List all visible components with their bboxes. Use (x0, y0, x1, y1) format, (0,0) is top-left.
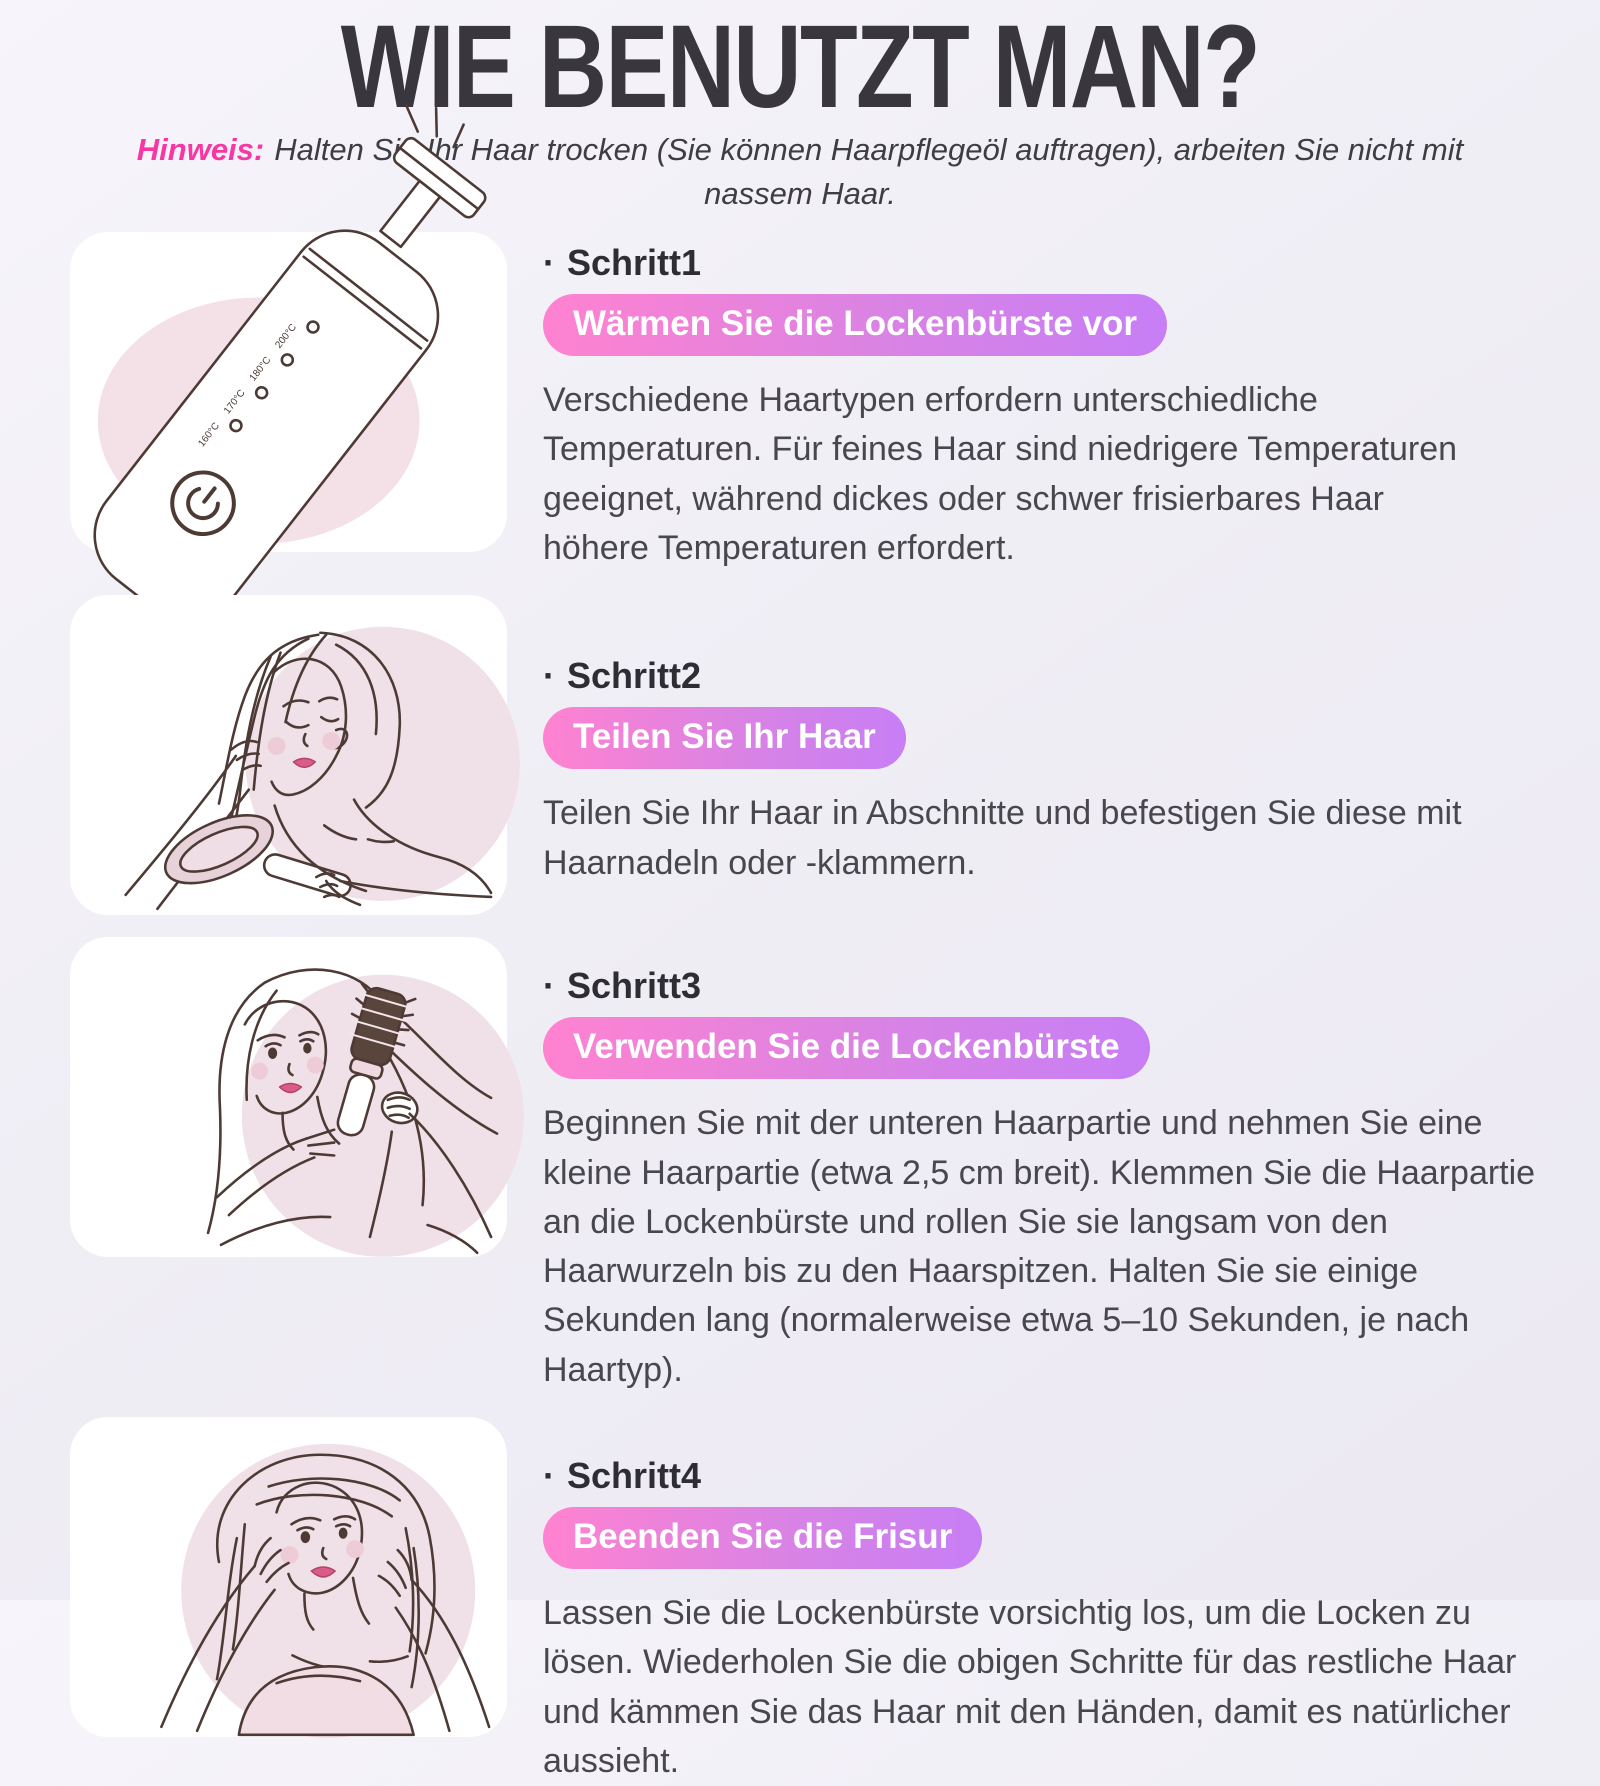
step-row-2 (0, 595, 1600, 915)
temp-label-170: 170°C (221, 387, 248, 417)
curling-brush-device-illustration (70, 232, 507, 550)
hint-label: Hinweis: (136, 132, 265, 167)
step-row-3 (0, 937, 1600, 1395)
step3-bullet: · (543, 965, 555, 1007)
page-title: WIE BENUTZT MAN? (340, 1, 1260, 133)
step3-label: · Schritt3 (543, 965, 702, 1007)
step4-bullet: · (543, 1455, 555, 1496)
step2-illustration-card (70, 595, 507, 915)
step4-illustration-card (70, 1417, 507, 1737)
step2-label: · Schritt2 (543, 655, 702, 697)
step1-bullet: · (543, 242, 555, 284)
hint-text (130, 128, 1470, 216)
temp-label-200: 200°C (273, 322, 300, 351)
steps-list (0, 232, 1600, 1786)
step4-pill: Beenden Sie die Frisur (543, 1507, 982, 1569)
step3-pill: Verwenden Sie die Lockenbürste (543, 1017, 1150, 1079)
step-row-4 (0, 1417, 1600, 1786)
temp-label-180: 180°C (247, 354, 274, 384)
hint-body: Halten Sie Ihr Haar trocken (Sie können Haarpflegeöl auftragen), arbeiten Sie nicht mit nassem Haar. (274, 132, 1464, 212)
step4-body: Lassen Sie die Lockenbürste vorsichtig los, um die Locken zu lösen. Wiederholen Sie die obigen Schritte für das restliche Haar und kämmen Sie das Haar mit den Händen, damit es natürlicher aussieht. (543, 1594, 1517, 1780)
step1-pill: Wärmen Sie die Lockenbürste vor (543, 294, 1167, 356)
step3-content (507, 937, 1600, 1395)
step2-pill: Teilen Sie Ihr Haar (543, 707, 906, 769)
step2-content (507, 595, 1600, 915)
step2-bullet: · (543, 655, 555, 697)
temp-label-160: 160°C (196, 420, 222, 450)
step4-label: · Schritt4 (543, 1455, 702, 1496)
step1-label: · Schritt1 (543, 242, 702, 284)
header (0, 0, 1600, 133)
step2-body: Teilen Sie Ihr Haar in Abschnitte und befestigen Sie diese mit Haarnadeln oder -klammern. (543, 794, 1462, 882)
finishing-hairstyle-illustration (70, 1417, 507, 1735)
step4-content (507, 1417, 1600, 1786)
step-row-1 (0, 232, 1600, 573)
using-curling-brush-illustration (70, 937, 507, 1255)
step1-illustration-card (70, 232, 507, 552)
step1-content (507, 232, 1600, 573)
step1-body: Verschiedene Haartypen erfordern unterschiedliche Temperaturen. Für feines Haar sind niedrigere Temperaturen geeignet, während dickes oder schwer frisierbares Haar höhere Temperaturen erfordert. (543, 381, 1458, 567)
step3-illustration-card (70, 937, 507, 1257)
sectioning-hair-illustration (70, 595, 507, 913)
step3-body: Beginnen Sie mit der unteren Haarpartie und nehmen Sie eine kleine Haarpartie (etwa 2,5 cm breit). Klemmen Sie die Haarpartie an die Lockenbürste und rollen Sie sie langsam von den Haarwurzeln bis zu den Haarspitzen. Halten Sie sie einige Sekunden lang (normalerweise etwa 5–10 Sekunden, je nach Haartyp). (543, 1104, 1536, 1389)
